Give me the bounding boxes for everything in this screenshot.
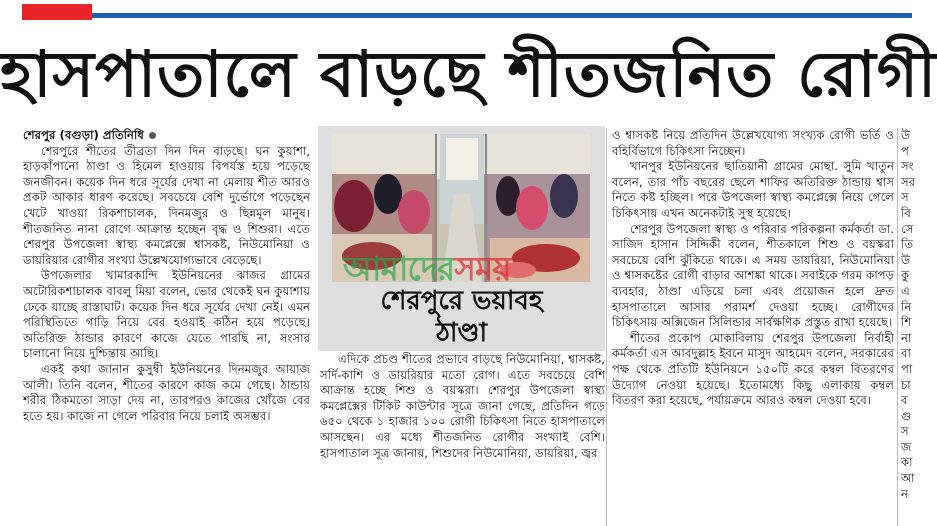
- article-column-1: [23, 128, 310, 526]
- fragment-line: সে: [901, 221, 914, 236]
- watermark-part-1: আমাদের: [343, 249, 455, 288]
- fragment-line: ব: [901, 393, 908, 408]
- fragment-line: স: [901, 424, 909, 439]
- paragraph: এদিকে প্রচণ্ড শীতের প্রভাবে বাড়ছে নিউমোনিয়া, শ্বাসকষ্ট, সর্দি-কাশি ও ডায়রিয়ার মতো রোগ। এতে সবচেয়ে বেশি আক্রান্ত হচ্ছে শিশু ও বয়স্করা। শেরপুর উপজেলা স্বাস্থ্য কমপ্লেক্সের টিকিট কাউন্টার সূত্রে জানা গেছে, প্রতিদিন গড়ে ৬৫০ থেকে ১ হাজার ১০০ রোগী চিকিৎসা নিতে হাসপাতালে আসছেন। এর মধ্যে শীতজনিত রোগীর সংখ্যাই বেশি। হাসপাতাল সূত্র জানায়, শিশুদের নিউমোনিয়া, ডায়রিয়া, জ্বর: [320, 352, 605, 460]
- fragment-line: সং: [901, 159, 914, 174]
- photo-box: [318, 126, 605, 351]
- byline: [23, 128, 310, 144]
- fragment-line: নি: [901, 299, 912, 314]
- column-divider: [606, 128, 607, 526]
- watermark-part-2: সময়: [454, 249, 511, 288]
- paragraph: শেরপুর উপজেলা স্বাস্থ্য ও পরিবার পরিকল্পনা কর্মকর্তা ডা. সাজিদ হাসান সিদ্দিকী বলেন, শীতকালে শিশু ও বয়স্করা সবচেয়ে বেশি ঝুঁকিতে থাকে। এ সময় ডায়রিয়া, নিউমোনিয়া ও শ্বাসকষ্টের রোগী বাড়ার আশঙ্কা থাকে। সবাইকে গরম কাপড় ব্যবহার, ঠাণ্ডা এড়িয়ে চলা এবং প্রয়োজন হলে দ্রুত হাসপাতালে আসার পরামর্শ দেওয়া হচ্ছে। রোগীদের চিকিৎসায় অক্সিজেন সিলিন্ডার সার্বক্ষণিক প্রস্তুত রাখা হয়েছে।: [612, 221, 894, 330]
- fragment-line: এ: [901, 283, 910, 298]
- fragment-line: চা: [901, 377, 911, 392]
- paragraph: শেরপুরে শীতের তীব্রতা দিন দিন বাড়ছে। ঘন কুয়াশা, হাড়কাঁপানো ঠাণ্ডা ও হিমেল হাওয়ায় বিপর্যস্ত হয়ে পড়েছে জনজীবন। কয়েক দিন ধরে সূর্যের দেখা না মেলায় শীত আরও প্রকট আকার ধারণ করেছে। সবচেয়ে বেশি দুর্ভোগে পড়েছেন খেটে খাওয়া রিকশাচালক, দিনমজুর ও ছিন্নমূল মানুষ। শীতজনিত নানা রোগে আক্রান্ত হচ্ছেন বৃদ্ধ ও শিশুরা। এতে শেরপুর উপজেলা স্বাস্থ্য কমপ্লেক্সে শ্বাসকষ্ট, নিউমোনিয়া ও ডায়রিয়ার রোগীর সংখ্যা উল্লেখযোগ্যভাবে বেড়েছে।: [23, 143, 310, 267]
- column-divider: [897, 128, 898, 526]
- publisher-watermark: [343, 243, 511, 299]
- paragraph: ও শ্বাসকষ্ট নিয়ে প্রতিদিন উল্লেখযোগ্য সংখ্যক রোগী ভর্তি ও বহির্বিভাগে চিকিৎসা নিচ্ছেন।: [612, 128, 894, 158]
- header-blue-rule: [92, 13, 912, 18]
- paragraph: খানপুর ইউনিয়নের ছাতিয়ানী গ্রামের মোছা. সুমি খাতুন বলেন, তার পাঁচ বছরের ছেলে শাফির অতিরিক্ত ঠান্ডায় শ্বাস নিতে কষ্ট হচ্ছিল। পরে উপজেলা স্বাস্থ্য কমপ্লেক্সে নিয়ে গেলে চিকিৎসায় এখন অনেকটাই সুস্থ হয়েছে।: [612, 159, 894, 220]
- fragment-line: জ: [901, 439, 912, 454]
- fragment-line: কা: [901, 455, 913, 470]
- fragment-line: আ: [901, 471, 915, 486]
- bullet-icon: [149, 132, 156, 139]
- paragraph: একই কথা জানান কুসুম্বী ইউনিয়নের দিনমজুর আয়াজ আলী। তিনি বলেন, শীতের কারণে কাজ কমে গেছে। ঠান্ডায় শরীর ঠিকমতো সাড়া দেয় না, তারপরও কাজের খোঁজে বের হতে হয়। কাজে না গেলে পরিবার নিয়ে চলাই অসম্ভব।: [23, 361, 310, 423]
- fragment-line: উ: [901, 252, 911, 267]
- header-red-bar: [22, 4, 92, 20]
- fragment-line: প: [901, 143, 909, 158]
- fragment-line: বা: [901, 346, 911, 361]
- adjacent-article-fragment: [901, 128, 916, 526]
- fragment-line: ন: [901, 486, 908, 501]
- paragraph: শীতের প্রকোপ মোকাবিলায় শেরপুর উপজেলা নির্বাহী কর্মকর্তা এস আবদুল্লাহ ইবনে মাসুদ আহমেদ বলেন, সরকারের পক্ষ থেকে প্রতিটি ইউনিয়নে ১৫০টি করে কম্বল বিতরণের উদ্যোগ নেওয়া হয়েছে। ইতোমধ্যে কিছু এলাকায় কম্বল বিতরণ করা হয়েছে, পর্যায়ক্রমে আরও কম্বল দেওয়া হবে।: [612, 330, 894, 408]
- paragraph: উপজেলার খামারকান্দি ইউনিয়নের ঝাজর গ্রামের অটোরিকশাচালক বাবলু মিয়া বলেন, ভোর থেকেই ঘন কুয়াশায় ঢেকে যাচ্ছে রাস্তাঘাট। কয়েক দিন ধরে সূর্যের দেখা নেই। এমন পরিস্থিতিতে গাড়ি নিয়ে বের হওয়াই কঠিন হয়ে পড়েছে। অতিরিক্ত ঠান্ডার কারণে কাজে যেতে পারছি না, সংসার চালানো নিয়ে দুশ্চিন্তায় আছি।: [23, 268, 310, 361]
- fragment-line: পা: [901, 361, 913, 376]
- photo-caption-line-2: ঠাণ্ডা: [435, 318, 488, 348]
- fragment-line: কু: [901, 268, 910, 283]
- photo-caption-line-1: শেরপুরে ভয়াবহ: [380, 286, 543, 316]
- fragment-line: শি: [901, 315, 912, 330]
- fragment-line: না: [901, 330, 912, 345]
- fragment-line: গু: [901, 408, 912, 423]
- fragment-line: স: [901, 190, 909, 205]
- byline-text: শেরপুর (বগুড়া) প্রতিনিধি: [23, 128, 144, 142]
- fragment-line: তি: [901, 237, 914, 252]
- article-column-3: [612, 128, 894, 526]
- fragment-line: সর: [901, 174, 916, 189]
- fragment-line: উ: [901, 128, 911, 142]
- fragment-line: বি: [901, 205, 911, 220]
- article-column-2: [320, 352, 605, 526]
- article-headline: হাসপাতালে বাড়ছে শীতজনিত রোগী: [0, 37, 937, 111]
